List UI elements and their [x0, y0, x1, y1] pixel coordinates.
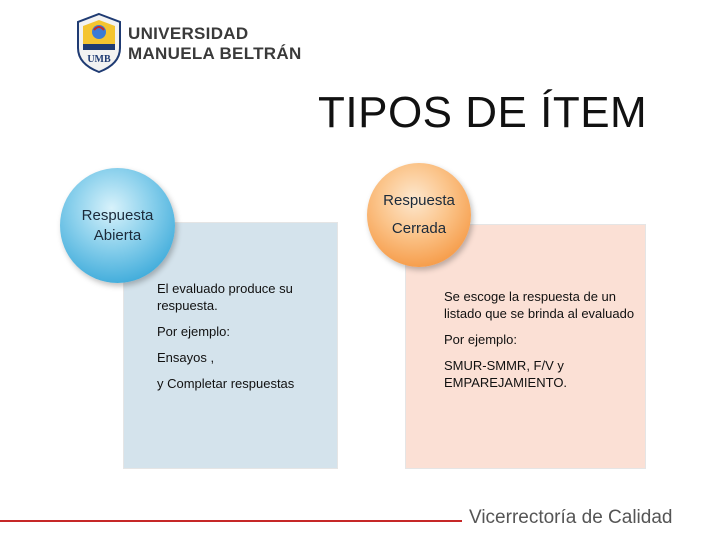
logo-line-2: MANUELA BELTRÁN — [128, 44, 302, 63]
logo-wordmark — [128, 24, 302, 64]
page-title: TIPOS DE ÍTEM — [318, 88, 648, 137]
svg-text:UMB: UMB — [87, 54, 111, 65]
footer-title: Vicerrectoría de Calidad — [469, 507, 673, 528]
footer-divider — [0, 520, 462, 522]
logo-line-1: UNIVERSIDAD — [128, 24, 249, 43]
open-response-paragraph: El evaluado produce su respuesta. — [157, 281, 293, 313]
closed-response-circle — [367, 163, 471, 267]
open-response-circle — [60, 168, 175, 283]
closed-response-label-2: Cerrada — [391, 220, 447, 237]
open-response-paragraph: Ensayos , — [157, 350, 215, 365]
closed-response-label-1: Respuesta — [383, 192, 455, 209]
umb-seal-icon — [74, 12, 124, 74]
closed-response-text — [444, 288, 644, 400]
open-response-label: Respuesta Abierta — [81, 206, 154, 244]
closed-response-paragraph: Por ejemplo: — [444, 332, 517, 347]
closed-response-paragraph: Se escoge la respuesta de un listado que se brinda al evaluado — [444, 289, 635, 321]
closed-response-paragraph: SMUR-SMMR, F/V y EMPAREJAMIENTO. — [444, 358, 568, 390]
open-response-text — [157, 280, 332, 401]
university-logo — [74, 12, 324, 78]
open-response-paragraph: y Completar respuestas — [157, 376, 295, 391]
open-response-paragraph: Por ejemplo: — [157, 324, 230, 339]
